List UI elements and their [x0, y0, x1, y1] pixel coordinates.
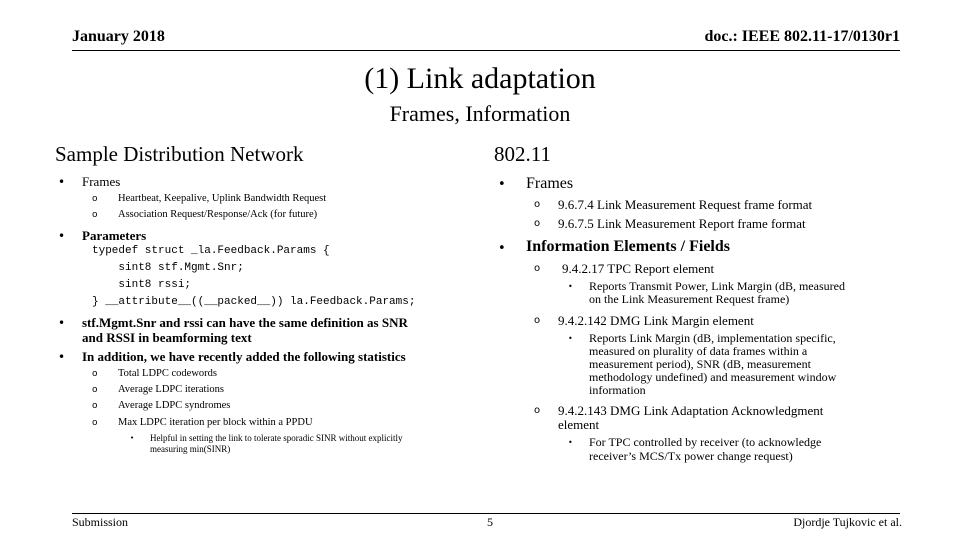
ie-detail-line: For TPC controlled by receiver (to acknowledge — [589, 435, 822, 449]
code-line: sint8 rssi; — [92, 279, 192, 291]
left-heading: Sample Distribution Network — [55, 142, 304, 166]
bullet-dot: • — [568, 438, 573, 447]
sub-bullet: o — [534, 315, 541, 326]
slide-title: (1) Link adaptation — [364, 62, 596, 95]
note-line: Helpful in setting the link to tolerate sporadic SINR without explicitly — [150, 433, 403, 443]
right-ie-label: Information Elements / Fields — [526, 238, 730, 255]
footer-rule — [72, 513, 900, 514]
footer-page-number: 5 — [487, 515, 493, 529]
right-frames-item: 9.6.7.5 Link Measurement Report frame format — [558, 216, 806, 231]
ie-detail-line: information — [589, 383, 646, 397]
sub-bullet: o — [92, 194, 98, 204]
left-para2: In addition, we have recently added the following statistics — [82, 349, 406, 364]
left-frames-item: Association Request/Response/Ack (for future) — [118, 209, 318, 220]
stat-item: Average LDPC iterations — [118, 384, 224, 395]
footer-authors: Djordje Tujkovic et al. — [793, 515, 902, 529]
ie-detail-line: on the Link Measurement Request frame) — [589, 292, 790, 306]
stat-item: Total LDPC codewords — [118, 368, 218, 379]
right-heading: 802.11 — [494, 142, 551, 166]
ie-detail-line: Reports Transmit Power, Link Margin (dB, measured — [589, 279, 845, 293]
stat-item: Max LDPC iteration per block within a PPDU — [118, 417, 313, 428]
sub-bullet: o — [92, 401, 98, 411]
code-line: typedef struct _la.Feedback.Params { — [92, 245, 330, 257]
bullet-dot: • — [58, 350, 66, 364]
right-ie-item: 9.4.2.17 TPC Report element — [562, 261, 715, 276]
note-line: measuring min(SINR) — [150, 444, 231, 454]
code-line: sint8 stf.Mgmt.Snr; — [92, 262, 244, 274]
ie-detail-line: receiver’s MCS/Tx power change request) — [589, 449, 793, 463]
header-rule — [72, 50, 900, 51]
right-frames-item: 9.6.7.4 Link Measurement Request frame format — [558, 197, 813, 212]
bullet-dot: • — [568, 334, 573, 343]
left-para1-line1: stf.Mgmt.Snr and rssi can have the same definition as SNR — [82, 315, 408, 330]
ie-detail-line: methodology undefined) and measurement window — [589, 370, 837, 384]
bullet-dot: • — [58, 316, 66, 330]
left-frames-label: Frames — [82, 174, 121, 189]
right-ie-item: element — [558, 417, 600, 432]
right-ie-item: 9.4.2.142 DMG Link Margin element — [558, 313, 754, 328]
ie-detail-line: Reports Link Margin (dB, implementation specific, — [589, 331, 836, 345]
sub-bullet: o — [534, 405, 541, 416]
header-date: January 2018 — [72, 28, 165, 45]
left-para1-line2: and RSSI in beamforming text — [82, 330, 252, 345]
sub-bullet: o — [534, 199, 541, 210]
ie-detail-line: measurement period), SNR (dB, measurement — [589, 357, 811, 371]
bullet-dot: • — [498, 177, 506, 192]
sub-bullet: o — [534, 218, 541, 229]
header-doc-id: doc.: IEEE 802.11-17/0130r1 — [704, 28, 900, 45]
bullet-dot: • — [130, 434, 135, 442]
sub-bullet: o — [92, 385, 98, 395]
left-params-label: Parameters — [82, 228, 147, 243]
footer-submission: Submission — [72, 515, 129, 529]
code-line: } __attribute__((__packed__)) la.Feedback.Params; — [92, 296, 416, 308]
stat-item: Average LDPC syndromes — [118, 400, 231, 411]
right-frames-label: Frames — [526, 175, 574, 192]
bullet-dot: • — [498, 241, 506, 256]
bullet-dot: • — [58, 229, 66, 243]
sub-bullet: o — [534, 263, 541, 274]
bullet-dot: • — [568, 282, 573, 291]
ie-detail-line: measured on plurality of data frames within a — [589, 344, 808, 358]
bullet-dot: • — [58, 175, 66, 189]
slide-subtitle: Frames, Information — [389, 101, 571, 126]
right-ie-item: 9.4.2.143 DMG Link Adaptation Acknowledgment — [558, 403, 824, 418]
left-frames-item: Heartbeat, Keepalive, Uplink Bandwidth Request — [118, 193, 327, 204]
sub-bullet: o — [92, 210, 98, 220]
sub-bullet: o — [92, 369, 98, 379]
sub-bullet: o — [92, 418, 98, 428]
